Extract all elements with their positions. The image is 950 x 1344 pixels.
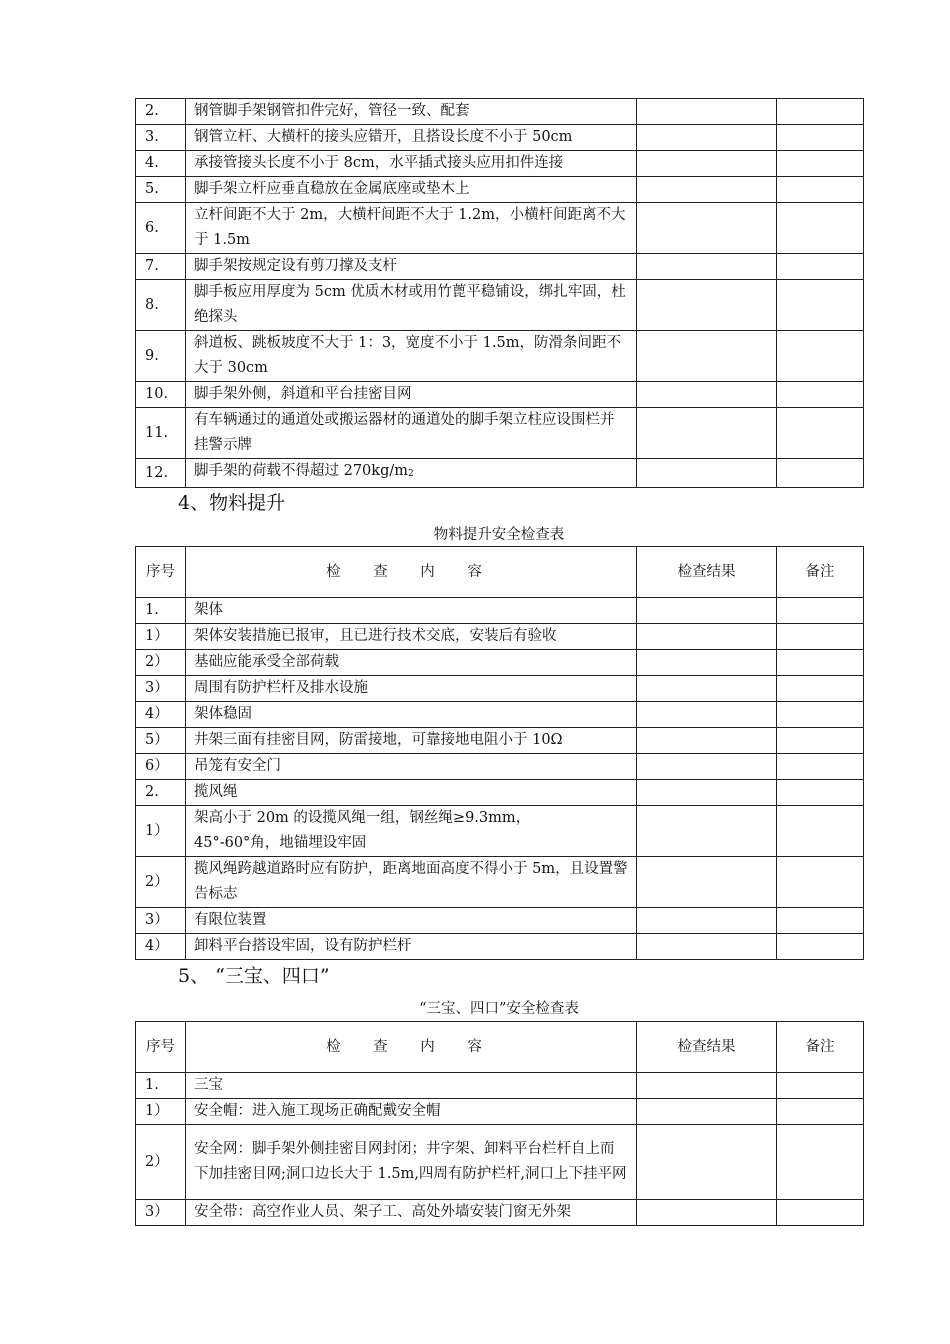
- row-content-text: 吊笼有安全门: [194, 758, 281, 774]
- row-number: 4）: [136, 702, 186, 728]
- row-content: [186, 857, 637, 908]
- table-row: [136, 598, 864, 624]
- result-cell[interactable]: [637, 624, 777, 650]
- row-content: [186, 934, 637, 960]
- remark-cell[interactable]: [777, 125, 864, 151]
- result-cell[interactable]: [637, 650, 777, 676]
- header-result: 检查结果: [637, 547, 777, 598]
- row-number: 12.: [136, 459, 186, 488]
- row-content: [186, 806, 637, 857]
- row-number: 2.: [136, 780, 186, 806]
- row-content-text: 有限位装置: [194, 912, 267, 928]
- row-content: [186, 254, 637, 280]
- row-content-text: 揽风绳跨越道路时应有防护，距离地面高度不得小于 5m，且设置警告标志: [194, 861, 628, 902]
- row-content: [186, 702, 637, 728]
- row-content: [186, 624, 637, 650]
- row-content-text: 基础应能承受全部荷载: [194, 654, 339, 670]
- table-row: [136, 908, 864, 934]
- result-cell[interactable]: [637, 408, 777, 459]
- table-row: [136, 1200, 864, 1226]
- row-content-text: 有车辆通过的通道处或搬运器材的通道处的脚手架立柱应设围栏并挂警示牌: [194, 412, 615, 453]
- row-content-text: 立杆间距不大于 2m，大横杆间距不大于 1.2m，小横杆间距离不大于 1.5m: [194, 207, 626, 248]
- row-content: [186, 99, 637, 125]
- remark-cell[interactable]: [777, 908, 864, 934]
- remark-cell[interactable]: [777, 650, 864, 676]
- row-number: 7.: [136, 254, 186, 280]
- row-number: 4）: [136, 934, 186, 960]
- table-row: [136, 331, 864, 382]
- table-row: [136, 280, 864, 331]
- header-no: 序号: [136, 547, 186, 598]
- remark-cell[interactable]: [777, 702, 864, 728]
- table-row: [136, 177, 864, 203]
- three-treasures-check-table: [135, 1021, 864, 1226]
- result-cell[interactable]: [637, 728, 777, 754]
- remark-cell[interactable]: [777, 254, 864, 280]
- row-content: [186, 382, 637, 408]
- row-content-text: 揽风绳: [194, 784, 238, 800]
- row-number: 2.: [136, 99, 186, 125]
- row-number: 6.: [136, 203, 186, 254]
- remark-cell[interactable]: [777, 99, 864, 125]
- table-row: [136, 459, 864, 488]
- result-cell[interactable]: [637, 1125, 777, 1200]
- table-row: [136, 806, 864, 857]
- remark-cell[interactable]: [777, 728, 864, 754]
- scaffold-check-table: [135, 98, 864, 488]
- result-cell[interactable]: [637, 806, 777, 857]
- row-content: [186, 598, 637, 624]
- table-row: [136, 754, 864, 780]
- row-number: 2）: [136, 857, 186, 908]
- table-row: [136, 254, 864, 280]
- table-row: [136, 203, 864, 254]
- remark-cell[interactable]: [777, 203, 864, 254]
- table-row: [136, 151, 864, 177]
- row-content: [186, 331, 637, 382]
- remark-cell[interactable]: [777, 1125, 864, 1200]
- row-number: 1）: [136, 806, 186, 857]
- header-remark: 备注: [777, 547, 864, 598]
- row-number: 1）: [136, 1099, 186, 1125]
- remark-cell[interactable]: [777, 382, 864, 408]
- table-row: [136, 702, 864, 728]
- row-number: 6）: [136, 754, 186, 780]
- row-content-text: 周围有防护栏杆及排水设施: [194, 680, 368, 696]
- remark-cell[interactable]: [777, 1200, 864, 1226]
- section-5-heading: 5、 “三宝、四口”: [178, 965, 330, 987]
- result-cell[interactable]: [637, 754, 777, 780]
- remark-cell[interactable]: [777, 408, 864, 459]
- table-row: [136, 624, 864, 650]
- header-content: 检 查 内 容: [186, 1022, 637, 1073]
- header-remark: 备注: [777, 1022, 864, 1073]
- table-row: [136, 857, 864, 908]
- row-content-text: 卸料平台搭设牢固，设有防护栏杆: [194, 938, 412, 954]
- result-cell[interactable]: [637, 780, 777, 806]
- table-row: [136, 125, 864, 151]
- material-lift-check-table: [135, 546, 864, 960]
- row-content: [186, 908, 637, 934]
- row-content: [186, 780, 637, 806]
- row-content: [186, 203, 637, 254]
- result-cell[interactable]: [637, 1073, 777, 1099]
- row-content: [186, 676, 637, 702]
- row-content: [186, 1099, 637, 1125]
- row-content-text: 安全网：脚手架外侧挂密目网封闭；井字架、卸料平台栏杆自上而下加挂密目网;洞口边长大于 1.5m,四周有防护栏杆,洞口上下挂平网: [194, 1141, 627, 1182]
- result-cell[interactable]: [637, 934, 777, 960]
- table-row: [136, 728, 864, 754]
- result-cell[interactable]: [637, 99, 777, 125]
- result-cell[interactable]: [637, 125, 777, 151]
- row-content-text: 架高小于 20m 的设揽风绳一组，钢丝绳≥9.3mm， 45°-60°角，地锚埋设牢固: [194, 810, 531, 851]
- row-content-text: 斜道板、跳板坡度不大于 1：3，宽度不小于 1.5m，防滑条间距不大于 30cm: [194, 335, 621, 376]
- row-content: [186, 177, 637, 203]
- remark-cell[interactable]: [777, 1073, 864, 1099]
- row-content: [186, 125, 637, 151]
- row-content: [186, 408, 637, 459]
- result-cell[interactable]: [637, 177, 777, 203]
- row-number: 2）: [136, 1125, 186, 1200]
- row-content: [186, 280, 637, 331]
- remark-cell[interactable]: [777, 177, 864, 203]
- table-row: [136, 780, 864, 806]
- row-content: [186, 754, 637, 780]
- remark-cell[interactable]: [777, 1099, 864, 1125]
- table-header-row: [136, 1022, 864, 1073]
- remark-cell[interactable]: [777, 280, 864, 331]
- row-number: 10.: [136, 382, 186, 408]
- row-number: 5.: [136, 177, 186, 203]
- row-number: 3）: [136, 908, 186, 934]
- remark-cell[interactable]: [777, 151, 864, 177]
- row-number: 9.: [136, 331, 186, 382]
- header-content: 检 查 内 容: [186, 547, 637, 598]
- unit-superscript: 2: [408, 469, 414, 479]
- row-content-text: 架体安装措施已报审，且已进行技术交底，安装后有验收: [194, 628, 557, 644]
- row-number: 1）: [136, 624, 186, 650]
- remark-cell[interactable]: [777, 459, 864, 488]
- remark-cell[interactable]: [777, 857, 864, 908]
- header-result: 检查结果: [637, 1022, 777, 1073]
- scaffold-table-body: [136, 99, 864, 488]
- row-content-text: 安全帽：进入施工现场正确配戴安全帽: [194, 1103, 441, 1119]
- section-4-heading: 4、物料提升: [178, 492, 286, 514]
- result-cell[interactable]: [637, 702, 777, 728]
- material-lift-table-caption: 物料提升安全检查表: [433, 527, 565, 543]
- three-treasures-table-caption: “三宝、四口”安全检查表: [419, 1001, 579, 1017]
- row-content: [186, 459, 637, 488]
- result-cell[interactable]: [637, 598, 777, 624]
- remark-cell[interactable]: [777, 676, 864, 702]
- material-lift-table-body: [136, 547, 864, 960]
- row-content: [186, 151, 637, 177]
- row-number: 5）: [136, 728, 186, 754]
- result-cell[interactable]: [637, 857, 777, 908]
- result-cell[interactable]: [637, 676, 777, 702]
- table-header-row: [136, 547, 864, 598]
- header-no: 序号: [136, 1022, 186, 1073]
- remark-cell[interactable]: [777, 934, 864, 960]
- row-content-text: 脚手板应用厚度为 5cm 优质木材或用竹蓖平稳铺设，绑扎牢固，杜绝探头: [194, 284, 626, 325]
- row-number: 3）: [136, 1200, 186, 1226]
- row-number: 2）: [136, 650, 186, 676]
- row-number: 3）: [136, 676, 186, 702]
- row-content-text: 脚手架外侧，斜道和平台挂密目网: [194, 386, 412, 402]
- table-row: [136, 650, 864, 676]
- row-content: [186, 1125, 637, 1200]
- remark-cell[interactable]: [777, 806, 864, 857]
- result-cell[interactable]: [637, 1099, 777, 1125]
- row-content: [186, 1073, 637, 1099]
- result-cell[interactable]: [637, 280, 777, 331]
- row-content-text: 架体: [194, 602, 223, 618]
- table-row: [136, 99, 864, 125]
- row-number: 4.: [136, 151, 186, 177]
- remark-cell[interactable]: [777, 331, 864, 382]
- table-row: [136, 408, 864, 459]
- row-number: 3.: [136, 125, 186, 151]
- result-cell[interactable]: [637, 331, 777, 382]
- result-cell[interactable]: [637, 254, 777, 280]
- row-content-text: 三宝: [194, 1077, 223, 1093]
- row-content-text: 脚手架按规定设有剪刀撑及支杆: [194, 258, 397, 274]
- table-row: [136, 676, 864, 702]
- row-content-text: 安全带：高空作业人员、架子工、高处外墙安装门窗无外架: [194, 1204, 571, 1220]
- three-treasures-table-body: [136, 1022, 864, 1226]
- row-number: 11.: [136, 408, 186, 459]
- row-content-text: 承接管接头长度不小于 8cm，水平插式接头应用扣件连接: [194, 155, 564, 171]
- remark-cell[interactable]: [777, 754, 864, 780]
- row-content-text: 架体稳固: [194, 706, 252, 722]
- row-content-text: 井架三面有挂密目网，防雷接地，可靠接地电阻小于 10Ω: [194, 732, 563, 748]
- remark-cell[interactable]: [777, 780, 864, 806]
- row-number: 8.: [136, 280, 186, 331]
- row-number: 1.: [136, 1073, 186, 1099]
- table-row: [136, 382, 864, 408]
- row-number: 1.: [136, 598, 186, 624]
- remark-cell[interactable]: [777, 624, 864, 650]
- row-content-text: 脚手架的荷载不得超过 270kg/m: [194, 463, 408, 479]
- row-content-text: 脚手架立杆应垂直稳放在金属底座或垫木上: [194, 181, 470, 197]
- row-content: [186, 728, 637, 754]
- result-cell[interactable]: [637, 151, 777, 177]
- result-cell[interactable]: [637, 203, 777, 254]
- result-cell[interactable]: [637, 459, 777, 488]
- row-content-text: 钢管立杆、大横杆的接头应错开，且搭设长度不小于 50cm: [194, 129, 573, 145]
- result-cell[interactable]: [637, 382, 777, 408]
- table-row: [136, 1099, 864, 1125]
- remark-cell[interactable]: [777, 598, 864, 624]
- result-cell[interactable]: [637, 908, 777, 934]
- row-content: [186, 1200, 637, 1226]
- table-row: [136, 934, 864, 960]
- row-content: [186, 650, 637, 676]
- table-row: [136, 1073, 864, 1099]
- row-content-text: 钢管脚手架钢管扣件完好，管径一致、配套: [194, 103, 470, 119]
- table-row: [136, 1125, 864, 1200]
- result-cell[interactable]: [637, 1200, 777, 1226]
